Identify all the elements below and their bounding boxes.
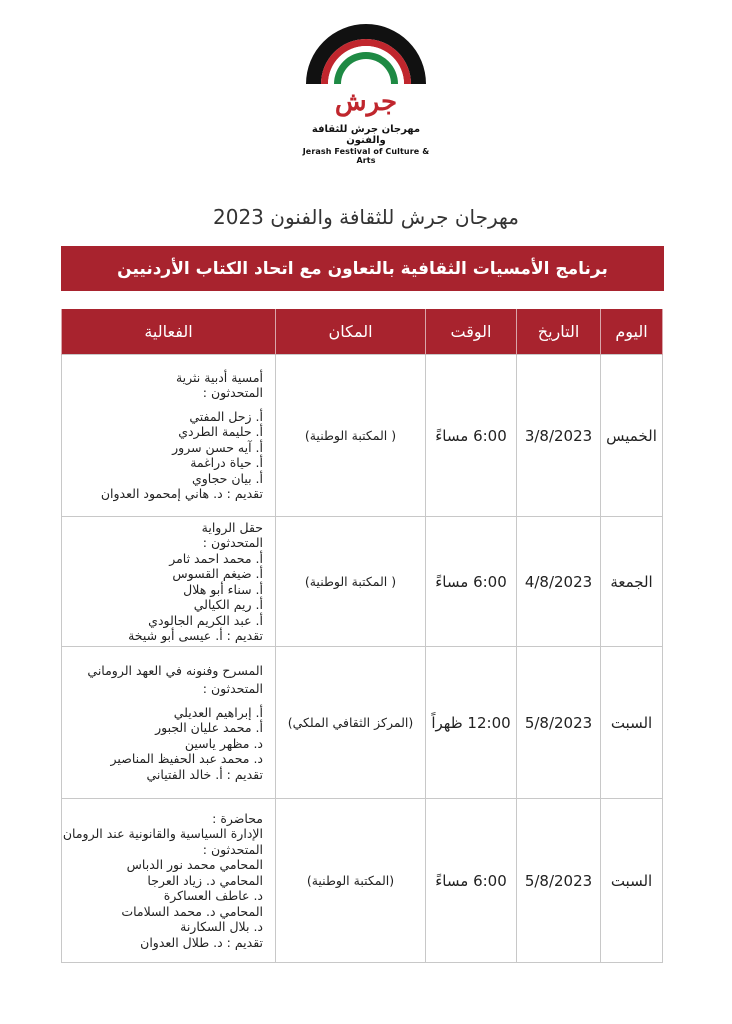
table-row bbox=[62, 799, 663, 963]
program-banner: برنامج الأمسيات الثقافية بالتعاون مع اتحاد الكتاب الأردنيين bbox=[61, 246, 664, 291]
activity-line: د. مظهر ياسين bbox=[184, 735, 263, 751]
activity-line: المحامي د. محمد السلامات bbox=[121, 903, 263, 919]
place-cell: (المكتبة الوطنية) bbox=[276, 799, 426, 963]
activity-cell bbox=[62, 647, 276, 799]
date-cell: 4/8/2023 bbox=[517, 517, 601, 647]
activity-line: أ. ريم الكيالي bbox=[193, 597, 263, 612]
logo-english-name: Jerash Festival of Culture & Arts bbox=[302, 147, 430, 165]
activity-line: المتحدثون : bbox=[202, 385, 263, 400]
activity-line: أ. حياة دراغمة bbox=[190, 455, 263, 470]
place-cell: (المركز الثقافي الملكي) bbox=[276, 647, 426, 799]
activity-line: أ. عبد الكريم الجالودي bbox=[148, 612, 263, 628]
time-cell: 6:00 مساءً bbox=[426, 517, 517, 647]
day-cell: الجمعة bbox=[601, 517, 663, 647]
header-activity: الفعالية bbox=[62, 309, 276, 355]
emblem-text: جرش bbox=[334, 87, 398, 117]
activity-line: محاضرة : bbox=[212, 810, 263, 826]
activity-line: المحامي د. زياد العرجا bbox=[147, 872, 263, 888]
activity-line: أ. بيان حجاوي bbox=[191, 470, 263, 486]
activity-line: أ. محمد عليان الجبور bbox=[155, 720, 263, 736]
place-cell: ( المكتبة الوطنية) bbox=[276, 355, 426, 517]
table-row bbox=[62, 355, 663, 517]
program-table bbox=[61, 309, 663, 963]
date-cell: 5/8/2023 bbox=[517, 799, 601, 963]
activity-cell bbox=[62, 355, 276, 517]
activity-line: تقديم : أ. عيسى أبو شيخة bbox=[128, 628, 263, 643]
date-cell: 5/8/2023 bbox=[517, 647, 601, 799]
activity-cell bbox=[62, 517, 276, 647]
activity-line: المسرح وفنونه في العهد الروماني bbox=[87, 662, 263, 678]
activity-line: أ. سناء أبو هلال bbox=[183, 581, 263, 597]
activity-line: الإدارة السياسية والقانونية عند الرومان bbox=[62, 826, 263, 842]
activity-line: المتحدثون : bbox=[202, 681, 263, 697]
time-cell: 6:00 مساءً bbox=[426, 799, 517, 963]
activity-line: المتحدثون : bbox=[202, 535, 263, 550]
festival-logo bbox=[296, 22, 436, 165]
activity-line: د. محمد عبد الحفيظ المناصير bbox=[110, 751, 263, 767]
day-cell: الخميس bbox=[601, 355, 663, 517]
date-cell: 3/8/2023 bbox=[517, 355, 601, 517]
day-cell: السبت bbox=[601, 799, 663, 963]
festival-emblem-icon bbox=[301, 22, 431, 122]
activity-line: المتحدثون : bbox=[202, 841, 263, 857]
activity-line: تقديم : د. هاني إمحمود العدوان bbox=[100, 486, 263, 501]
activity-line: أ. حليمة الطردي bbox=[178, 424, 263, 439]
page-title: مهرجان جرش للثقافة والفنون 2023 bbox=[213, 205, 519, 229]
activity-line: تقديم : د. طلال العدوان bbox=[140, 934, 263, 950]
activity-line: أ. زحل المفتي bbox=[189, 408, 263, 424]
table-row bbox=[62, 647, 663, 799]
day-cell: السبت bbox=[601, 647, 663, 799]
header-date: التاريخ bbox=[517, 309, 601, 355]
activity-line: أ. محمد احمد ثامر bbox=[169, 550, 263, 566]
header-time: الوقت bbox=[426, 309, 517, 355]
activity-line: أمسية أدبية نثرية bbox=[175, 369, 263, 385]
activity-line: د. عاطف العساكرة bbox=[163, 888, 263, 904]
time-cell: 6:00 مساءً bbox=[426, 355, 517, 517]
activity-line: تقديم : أ. خالد الفتياني bbox=[146, 766, 263, 782]
activity-cell bbox=[62, 799, 276, 963]
header-day: اليوم bbox=[601, 309, 663, 355]
time-cell: 12:00 ظهراً bbox=[426, 647, 517, 799]
activity-line: حقل الرواية bbox=[201, 519, 263, 535]
table-header-row bbox=[62, 309, 663, 355]
logo-arabic-name: مهرجان جرش للثقافة والفنون bbox=[311, 124, 421, 146]
table-row bbox=[62, 517, 663, 647]
activity-line: المحامي محمد نور الدباس bbox=[126, 857, 263, 873]
activity-line: د. بلال السكارنة bbox=[180, 919, 263, 935]
activity-line: أ. آيه حسن سرور bbox=[172, 439, 263, 455]
activity-line: أ. إبراهيم العديلي bbox=[173, 704, 263, 720]
place-cell: ( المكتبة الوطنية) bbox=[276, 517, 426, 647]
header-place: المكان bbox=[276, 309, 426, 355]
activity-line: أ. ضيغم القسوس bbox=[172, 566, 263, 581]
